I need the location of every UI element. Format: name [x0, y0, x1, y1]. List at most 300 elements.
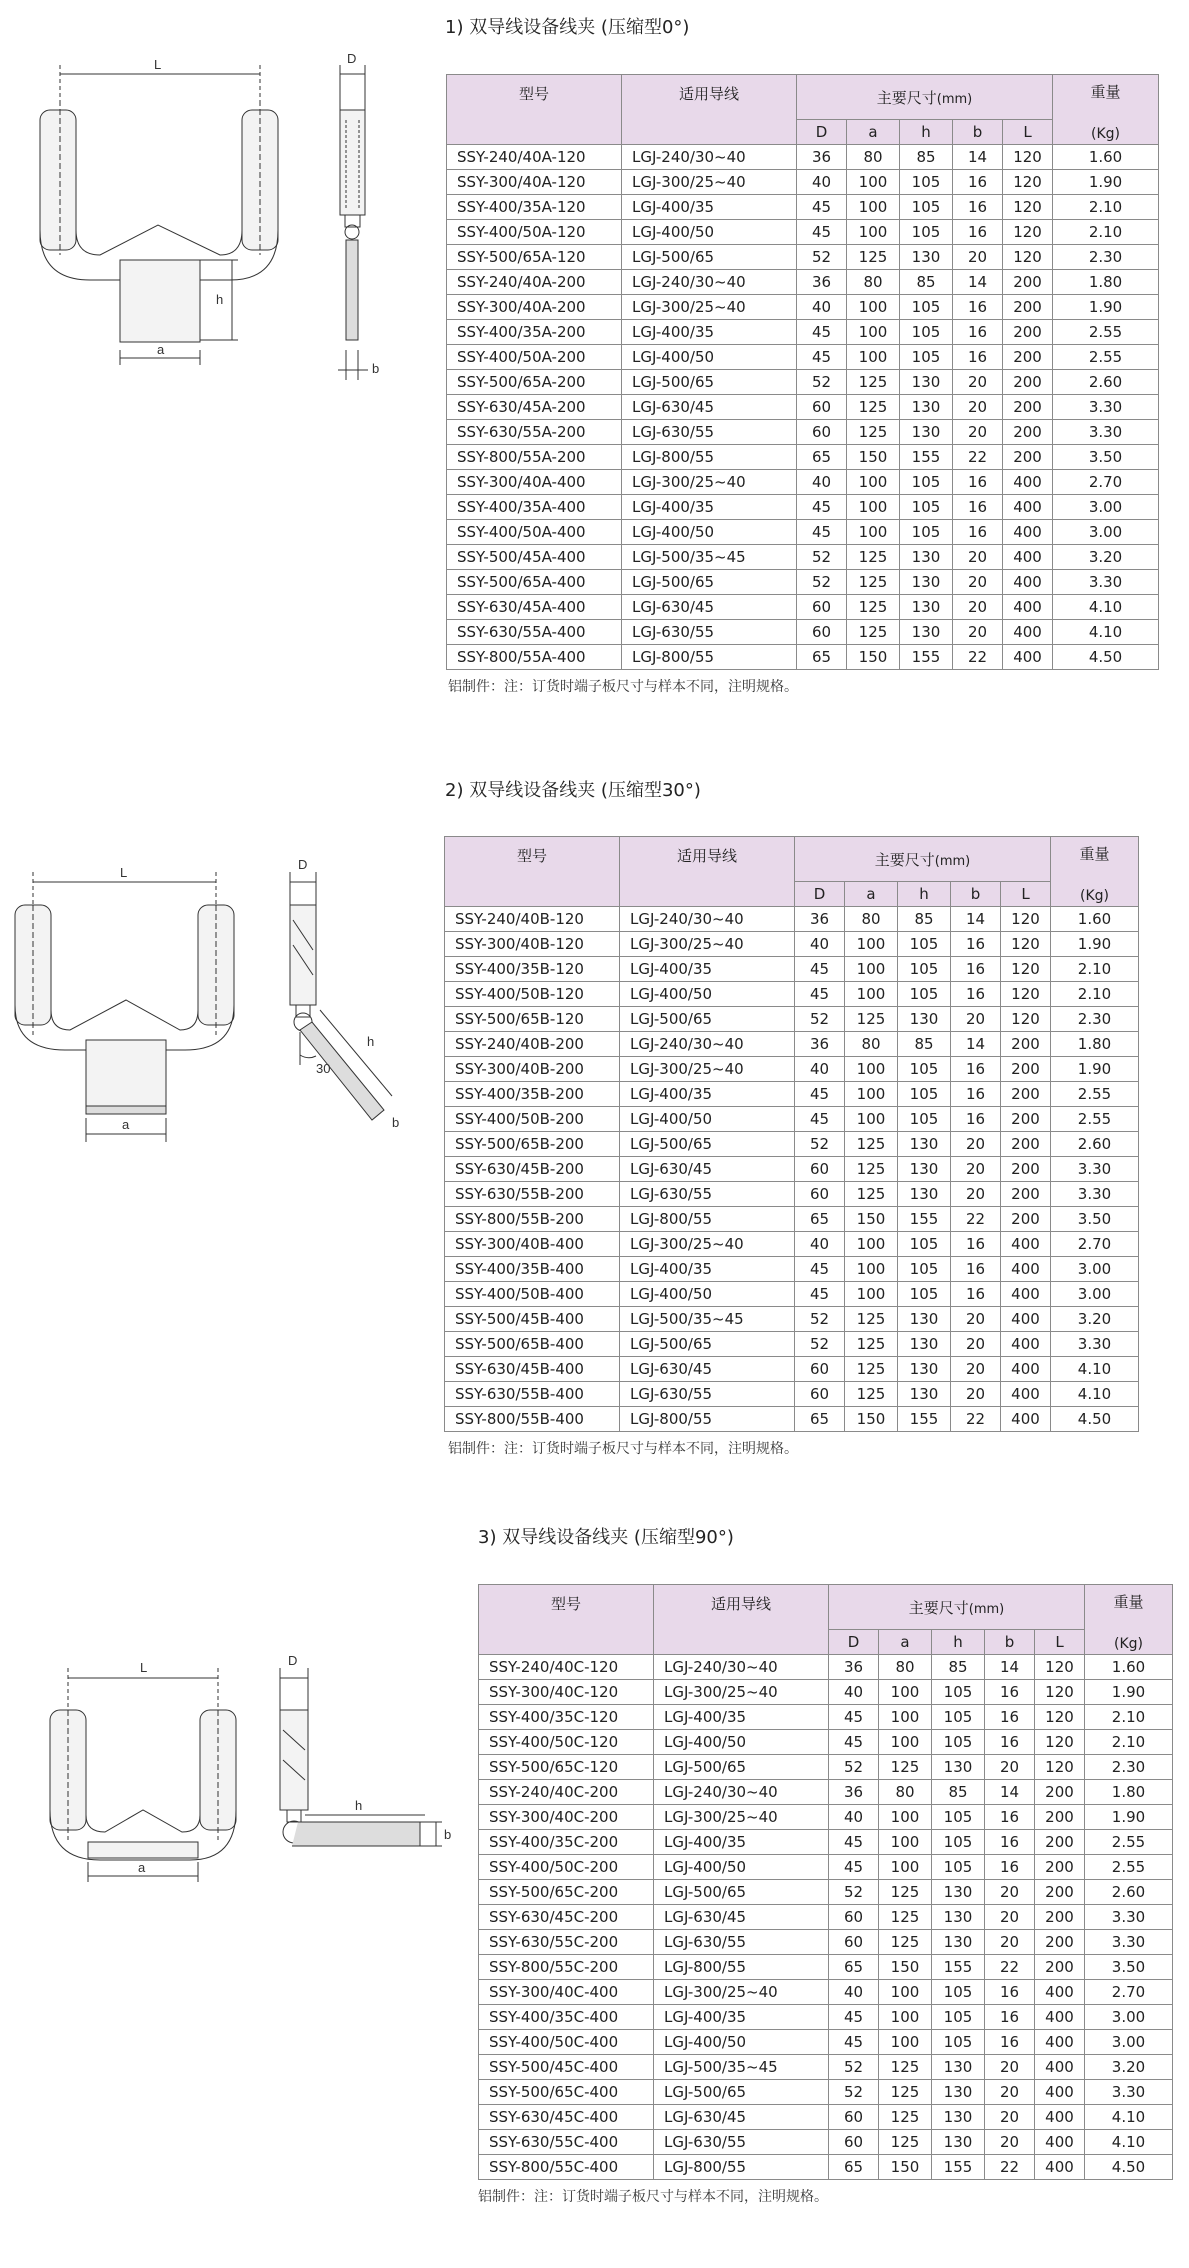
- cell-wire: LGJ-400/50: [622, 220, 797, 245]
- table-row: [447, 270, 1159, 295]
- cell-h: 155: [932, 1955, 985, 1980]
- cell-wire: LGJ-500/65: [654, 1880, 829, 1905]
- cell-model: SSY-300/40A-200: [447, 295, 622, 320]
- cell-h: 130: [932, 1880, 985, 1905]
- cell-b: 22: [985, 1955, 1035, 1980]
- cell-L: 400: [1035, 1980, 1085, 2005]
- cell-weight: 3.30: [1085, 1905, 1173, 1930]
- cell-wire: LGJ-500/35~45: [622, 545, 797, 570]
- cell-h: 105: [932, 1705, 985, 1730]
- cell-wire: LGJ-400/50: [654, 1730, 829, 1755]
- cell-a: 100: [845, 1057, 898, 1082]
- cell-b: 16: [953, 170, 1003, 195]
- cell-h: 130: [898, 1182, 951, 1207]
- cell-L: 200: [1003, 420, 1053, 445]
- cell-wire: LGJ-400/35: [654, 1705, 829, 1730]
- table-row: [445, 1307, 1139, 1332]
- cell-b: 22: [953, 645, 1003, 670]
- cell-b: 16: [951, 957, 1001, 982]
- cell-weight: 3.30: [1053, 420, 1159, 445]
- table-row: [447, 220, 1159, 245]
- cell-model: SSY-400/35A-200: [447, 320, 622, 345]
- cell-L: 200: [1035, 1930, 1085, 1955]
- cell-a: 80: [845, 907, 898, 932]
- table-row: [479, 1780, 1173, 1805]
- cell-wire: LGJ-800/55: [620, 1207, 795, 1232]
- header-sub-b: b: [953, 120, 1003, 145]
- cell-weight: 2.70: [1085, 1980, 1173, 2005]
- cell-D: 65: [795, 1407, 845, 1432]
- cell-D: 45: [797, 320, 847, 345]
- cell-b: 20: [953, 420, 1003, 445]
- cell-b: 20: [985, 1930, 1035, 1955]
- cell-D: 45: [829, 1730, 879, 1755]
- cell-b: 20: [951, 1332, 1001, 1357]
- cell-D: 52: [829, 1880, 879, 1905]
- header-weight: [1053, 75, 1159, 145]
- cell-D: 52: [829, 2080, 879, 2105]
- header-weight-unit: (Kg): [1114, 1636, 1143, 1652]
- cell-b: 20: [985, 1880, 1035, 1905]
- cell-wire: LGJ-400/35: [654, 2005, 829, 2030]
- cell-a: 100: [879, 1805, 932, 1830]
- cell-L: 200: [1001, 1057, 1051, 1082]
- cell-b: 16: [985, 1980, 1035, 2005]
- cell-L: 400: [1003, 545, 1053, 570]
- table-row: [479, 2055, 1173, 2080]
- cell-L: 200: [1035, 1955, 1085, 1980]
- table-row: [445, 1257, 1139, 1282]
- cell-model: SSY-400/35B-120: [445, 957, 620, 982]
- cell-model: SSY-630/55A-200: [447, 420, 622, 445]
- cell-b: 14: [953, 270, 1003, 295]
- cell-D: 40: [795, 1232, 845, 1257]
- cell-a: 100: [879, 2005, 932, 2030]
- cell-model: SSY-500/45C-400: [479, 2055, 654, 2080]
- cell-wire: LGJ-630/55: [620, 1182, 795, 1207]
- cell-h: 105: [898, 1082, 951, 1107]
- cell-model: SSY-240/40C-200: [479, 1780, 654, 1805]
- table-row: [445, 1282, 1139, 1307]
- header-sub-a: a: [845, 882, 898, 907]
- cell-wire: LGJ-300/25~40: [622, 295, 797, 320]
- cell-h: 85: [932, 1655, 985, 1680]
- cell-L: 200: [1003, 345, 1053, 370]
- cell-b: 16: [985, 1805, 1035, 1830]
- cell-b: 20: [953, 595, 1003, 620]
- cell-L: 200: [1001, 1132, 1051, 1157]
- header-sub-a: a: [879, 1630, 932, 1655]
- label-h: h: [355, 1798, 363, 1813]
- cell-weight: 1.60: [1051, 907, 1139, 932]
- header-dims-unit: (mm): [934, 853, 971, 869]
- cell-h: 130: [932, 1930, 985, 1955]
- table-row: [445, 957, 1139, 982]
- cell-L: 400: [1003, 570, 1053, 595]
- label-a: a: [138, 1860, 146, 1875]
- cell-a: 125: [847, 420, 900, 445]
- cell-b: 20: [953, 395, 1003, 420]
- header-sub-b: b: [951, 882, 1001, 907]
- cell-a: 125: [845, 1007, 898, 1032]
- cell-weight: 3.00: [1051, 1282, 1139, 1307]
- cell-b: 20: [985, 1755, 1035, 1780]
- cell-D: 45: [829, 2030, 879, 2055]
- cell-weight: 3.00: [1085, 2030, 1173, 2055]
- table-row: [479, 2105, 1173, 2130]
- header-dims-label: 主要尺寸: [876, 88, 937, 107]
- cell-weight: 2.55: [1053, 345, 1159, 370]
- cell-b: 20: [951, 1157, 1001, 1182]
- cell-model: SSY-400/35C-200: [479, 1830, 654, 1855]
- cell-D: 60: [797, 395, 847, 420]
- cell-h: 105: [900, 320, 953, 345]
- cell-h: 155: [900, 645, 953, 670]
- cell-b: 20: [985, 2055, 1035, 2080]
- table-row: [447, 170, 1159, 195]
- cell-b: 22: [953, 445, 1003, 470]
- clamp-diagram-0deg: [20, 50, 420, 400]
- cell-a: 125: [845, 1182, 898, 1207]
- cell-model: SSY-400/35B-200: [445, 1082, 620, 1107]
- header-weight-label: 重量: [1079, 845, 1110, 863]
- cell-a: 125: [845, 1157, 898, 1182]
- cell-D: 65: [795, 1207, 845, 1232]
- cell-a: 80: [845, 1032, 898, 1057]
- cell-weight: 3.20: [1053, 545, 1159, 570]
- table-row: [445, 1182, 1139, 1207]
- cell-h: 105: [898, 932, 951, 957]
- cell-b: 20: [985, 1905, 1035, 1930]
- cell-weight: 3.00: [1053, 495, 1159, 520]
- cell-weight: 3.20: [1051, 1307, 1139, 1332]
- cell-wire: LGJ-630/45: [620, 1157, 795, 1182]
- header-dims: [795, 837, 1051, 882]
- cell-a: 100: [847, 345, 900, 370]
- header-dims-label: 主要尺寸: [874, 850, 935, 869]
- table-row: [445, 932, 1139, 957]
- header-sub-h: h: [900, 120, 953, 145]
- cell-L: 200: [1003, 320, 1053, 345]
- cell-weight: 3.50: [1051, 1207, 1139, 1232]
- cell-weight: 3.00: [1053, 520, 1159, 545]
- cell-model: SSY-630/45B-400: [445, 1357, 620, 1382]
- cell-a: 125: [847, 395, 900, 420]
- cell-model: SSY-500/45A-400: [447, 545, 622, 570]
- cell-L: 200: [1035, 1780, 1085, 1805]
- cell-b: 16: [985, 1830, 1035, 1855]
- cell-a: 125: [847, 370, 900, 395]
- cell-weight: 2.70: [1051, 1232, 1139, 1257]
- table-row: [479, 1980, 1173, 2005]
- cell-wire: LGJ-300/25~40: [622, 470, 797, 495]
- cell-b: 20: [951, 1132, 1001, 1157]
- cell-wire: LGJ-630/55: [620, 1382, 795, 1407]
- cell-a: 125: [879, 2055, 932, 2080]
- table-row: [479, 1905, 1173, 1930]
- cell-h: 130: [898, 1007, 951, 1032]
- cell-model: SSY-500/65C-400: [479, 2080, 654, 2105]
- cell-D: 45: [795, 1107, 845, 1132]
- cell-a: 125: [845, 1132, 898, 1157]
- cell-a: 100: [879, 1830, 932, 1855]
- cell-D: 45: [829, 1830, 879, 1855]
- cell-h: 105: [900, 495, 953, 520]
- cell-model: SSY-240/40A-120: [447, 145, 622, 170]
- cell-model: SSY-630/55A-400: [447, 620, 622, 645]
- header-sub-D: D: [797, 120, 847, 145]
- cell-weight: 3.50: [1053, 445, 1159, 470]
- cell-h: 130: [932, 2105, 985, 2130]
- cell-h: 105: [898, 1057, 951, 1082]
- cell-wire: LGJ-400/50: [654, 1855, 829, 1880]
- cell-h: 130: [898, 1357, 951, 1382]
- cell-L: 400: [1035, 2105, 1085, 2130]
- cell-model: SSY-630/55B-200: [445, 1182, 620, 1207]
- cell-D: 52: [795, 1332, 845, 1357]
- table-row: [447, 320, 1159, 345]
- cell-h: 85: [900, 145, 953, 170]
- cell-D: 52: [797, 570, 847, 595]
- cell-h: 130: [898, 1157, 951, 1182]
- cell-wire: LGJ-400/50: [620, 1282, 795, 1307]
- cell-weight: 2.55: [1051, 1082, 1139, 1107]
- cell-model: SSY-630/45A-400: [447, 595, 622, 620]
- cell-L: 400: [1003, 645, 1053, 670]
- cell-weight: 1.90: [1085, 1680, 1173, 1705]
- table-row: [445, 1332, 1139, 1357]
- cell-h: 130: [898, 1382, 951, 1407]
- header-wire: 适用导线: [622, 75, 797, 145]
- cell-L: 200: [1035, 1855, 1085, 1880]
- cell-L: 120: [1003, 170, 1053, 195]
- cell-b: 20: [953, 545, 1003, 570]
- cell-L: 400: [1003, 470, 1053, 495]
- spec-table: [446, 74, 1159, 670]
- cell-b: 20: [951, 1357, 1001, 1382]
- cell-L: 400: [1001, 1332, 1051, 1357]
- cell-wire: LGJ-500/65: [654, 2080, 829, 2105]
- spec-table: [478, 1584, 1173, 2180]
- cell-D: 60: [797, 620, 847, 645]
- cell-b: 16: [951, 1107, 1001, 1132]
- cell-weight: 1.90: [1085, 1805, 1173, 1830]
- table-row: [479, 2130, 1173, 2155]
- cell-h: 130: [900, 570, 953, 595]
- cell-model: SSY-500/65A-200: [447, 370, 622, 395]
- table-row: [447, 495, 1159, 520]
- cell-L: 400: [1001, 1307, 1051, 1332]
- cell-b: 22: [951, 1207, 1001, 1232]
- cell-weight: 2.10: [1085, 1705, 1173, 1730]
- cell-wire: LGJ-400/50: [620, 1107, 795, 1132]
- cell-wire: LGJ-630/55: [654, 1930, 829, 1955]
- cell-h: 130: [900, 595, 953, 620]
- cell-b: 14: [985, 1655, 1035, 1680]
- cell-weight: 3.30: [1053, 570, 1159, 595]
- cell-weight: 3.30: [1051, 1157, 1139, 1182]
- cell-D: 45: [829, 1705, 879, 1730]
- footnote: 铝制件：注：订货时端子板尺寸与样本不同，注明规格。: [478, 2189, 828, 2205]
- cell-a: 100: [879, 1730, 932, 1755]
- cell-L: 400: [1003, 495, 1053, 520]
- cell-wire: LGJ-500/65: [622, 570, 797, 595]
- cell-a: 100: [847, 495, 900, 520]
- cell-L: 120: [1003, 145, 1053, 170]
- label-L: L: [140, 1660, 148, 1675]
- table-row: [447, 595, 1159, 620]
- cell-L: 120: [1001, 982, 1051, 1007]
- cell-weight: 1.80: [1053, 270, 1159, 295]
- cell-weight: 2.10: [1051, 982, 1139, 1007]
- cell-weight: 2.55: [1085, 1830, 1173, 1855]
- table-row: [445, 1082, 1139, 1107]
- cell-b: 16: [985, 1705, 1035, 1730]
- cell-D: 45: [829, 1855, 879, 1880]
- cell-wire: LGJ-630/45: [620, 1357, 795, 1382]
- table-row: [447, 295, 1159, 320]
- cell-h: 130: [898, 1332, 951, 1357]
- header-wire: 适用导线: [654, 1585, 829, 1655]
- section-title: 1) 双导线设备线夹 (压缩型0°): [445, 17, 690, 38]
- footnote: 铝制件：注：订货时端子板尺寸与样本不同，注明规格。: [448, 1441, 798, 1457]
- cell-D: 52: [797, 545, 847, 570]
- cell-weight: 3.30: [1085, 1930, 1173, 1955]
- cell-model: SSY-400/35C-120: [479, 1705, 654, 1730]
- label-h: h: [367, 1034, 375, 1049]
- cell-wire: LGJ-240/30~40: [620, 907, 795, 932]
- cell-a: 100: [845, 1257, 898, 1282]
- cell-L: 200: [1003, 395, 1053, 420]
- table-row: [447, 195, 1159, 220]
- cell-h: 130: [900, 370, 953, 395]
- cell-D: 45: [797, 345, 847, 370]
- cell-model: SSY-400/35A-120: [447, 195, 622, 220]
- cell-model: SSY-800/55C-400: [479, 2155, 654, 2180]
- cell-wire: LGJ-240/30~40: [620, 1032, 795, 1057]
- cell-D: 65: [797, 645, 847, 670]
- header-sub-D: D: [795, 882, 845, 907]
- cell-b: 16: [951, 1232, 1001, 1257]
- cell-a: 100: [845, 1282, 898, 1307]
- cell-a: 150: [847, 645, 900, 670]
- cell-model: SSY-300/40B-400: [445, 1232, 620, 1257]
- cell-h: 130: [900, 620, 953, 645]
- table-row: [479, 1755, 1173, 1780]
- cell-h: 85: [932, 1780, 985, 1805]
- header-model: 型号: [445, 837, 620, 907]
- cell-h: 105: [932, 1680, 985, 1705]
- cell-D: 36: [797, 270, 847, 295]
- table-row: [445, 1357, 1139, 1382]
- label-angle: 30: [316, 1061, 331, 1076]
- header-weight: [1051, 837, 1139, 907]
- cell-L: 200: [1001, 1082, 1051, 1107]
- table-row: [447, 370, 1159, 395]
- header-dims: [829, 1585, 1085, 1630]
- cell-h: 105: [898, 1282, 951, 1307]
- cell-wire: LGJ-240/30~40: [622, 145, 797, 170]
- cell-D: 60: [795, 1182, 845, 1207]
- cell-a: 100: [845, 1232, 898, 1257]
- table-row: [479, 1880, 1173, 1905]
- cell-wire: LGJ-800/55: [654, 2155, 829, 2180]
- cell-wire: LGJ-630/55: [654, 2130, 829, 2155]
- cell-h: 105: [932, 2005, 985, 2030]
- table-row: [445, 1032, 1139, 1057]
- cell-model: SSY-400/50A-200: [447, 345, 622, 370]
- cell-a: 100: [847, 520, 900, 545]
- cell-weight: 1.90: [1053, 295, 1159, 320]
- cell-a: 100: [845, 1107, 898, 1132]
- cell-b: 20: [951, 1007, 1001, 1032]
- cell-L: 400: [1001, 1282, 1051, 1307]
- cell-model: SSY-630/45B-200: [445, 1157, 620, 1182]
- cell-a: 125: [879, 1930, 932, 1955]
- clamp-diagram-30deg: [0, 850, 420, 1170]
- cell-a: 125: [879, 1880, 932, 1905]
- header-sub-L: L: [1001, 882, 1051, 907]
- table-row: [447, 570, 1159, 595]
- cell-h: 85: [898, 1032, 951, 1057]
- cell-b: 16: [953, 495, 1003, 520]
- cell-b: 16: [985, 2005, 1035, 2030]
- cell-model: SSY-800/55B-200: [445, 1207, 620, 1232]
- cell-h: 130: [932, 1755, 985, 1780]
- cell-wire: LGJ-800/55: [620, 1407, 795, 1432]
- cell-wire: LGJ-500/65: [620, 1332, 795, 1357]
- cell-h: 105: [898, 1232, 951, 1257]
- cell-L: 120: [1035, 1755, 1085, 1780]
- table-row: [479, 2080, 1173, 2105]
- label-D: D: [288, 1653, 298, 1668]
- cell-L: 120: [1001, 932, 1051, 957]
- header-sub-D: D: [829, 1630, 879, 1655]
- cell-D: 40: [797, 170, 847, 195]
- cell-model: SSY-240/40C-120: [479, 1655, 654, 1680]
- cell-L: 200: [1003, 295, 1053, 320]
- cell-model: SSY-300/40B-200: [445, 1057, 620, 1082]
- section-title: 3) 双导线设备线夹 (压缩型90°): [478, 1527, 734, 1548]
- cell-weight: 1.90: [1053, 170, 1159, 195]
- cell-a: 100: [879, 1680, 932, 1705]
- cell-weight: 2.60: [1051, 1132, 1139, 1157]
- cell-D: 40: [829, 1980, 879, 2005]
- cell-b: 22: [985, 2155, 1035, 2180]
- cell-wire: LGJ-500/65: [622, 245, 797, 270]
- cell-wire: LGJ-500/35~45: [620, 1307, 795, 1332]
- cell-a: 100: [879, 1980, 932, 2005]
- cell-L: 400: [1001, 1407, 1051, 1432]
- cell-L: 400: [1001, 1357, 1051, 1382]
- cell-weight: 4.10: [1051, 1382, 1139, 1407]
- cell-h: 85: [898, 907, 951, 932]
- cell-L: 400: [1001, 1257, 1051, 1282]
- footnote: 铝制件：注：订货时端子板尺寸与样本不同，注明规格。: [448, 679, 798, 695]
- cell-L: 120: [1003, 245, 1053, 270]
- cell-L: 120: [1001, 957, 1051, 982]
- cell-h: 105: [898, 957, 951, 982]
- table-row: [479, 1805, 1173, 1830]
- cell-D: 40: [797, 470, 847, 495]
- cell-h: 130: [898, 1132, 951, 1157]
- cell-a: 80: [847, 145, 900, 170]
- cell-D: 36: [829, 1780, 879, 1805]
- cell-model: SSY-630/55B-400: [445, 1382, 620, 1407]
- cell-h: 130: [932, 1905, 985, 1930]
- cell-b: 20: [953, 570, 1003, 595]
- header-weight-label: 重量: [1090, 83, 1121, 101]
